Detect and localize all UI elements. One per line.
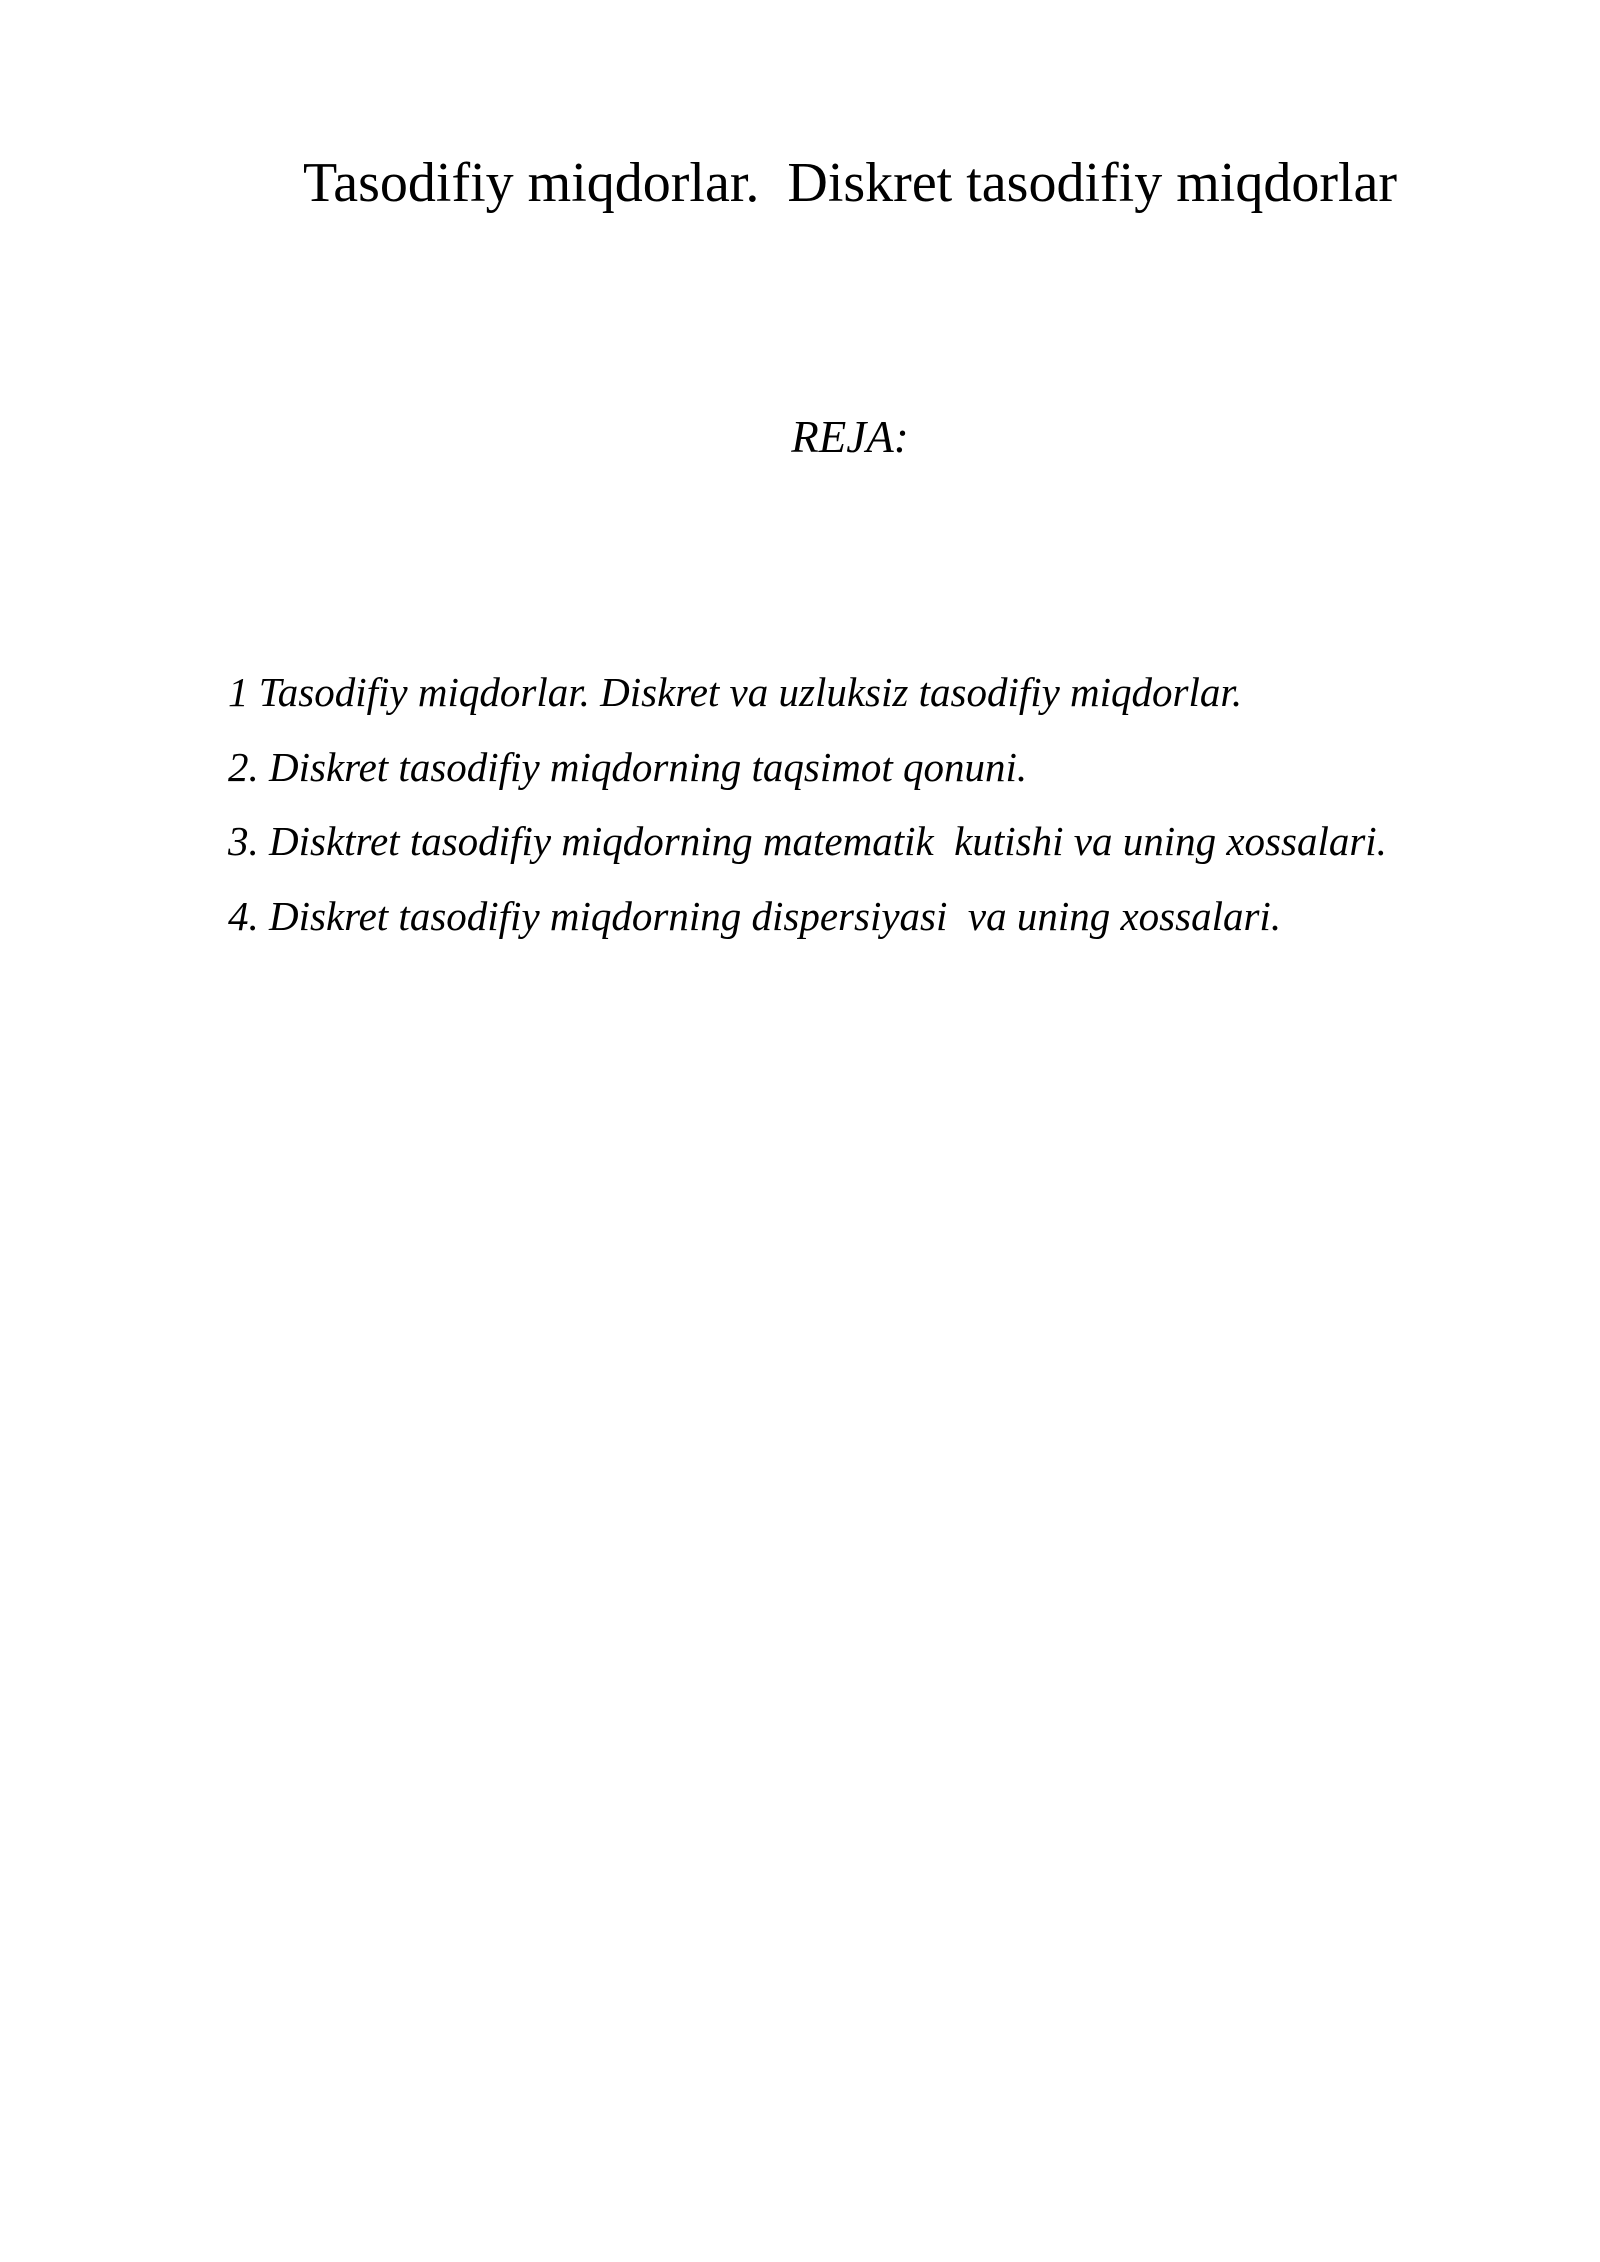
plan-list <box>228 655 1387 953</box>
plan-item-3: 3. Disktret tasodifiy miqdorning matematik kutishi va uning xossalari. <box>228 818 1387 864</box>
plan-item-2: 2. Diskret tasodifiy miqdorning taqsimot qonuni. <box>228 743 1028 790</box>
document-title: Tasodifiy miqdorlar. Diskret tasodifiy miqdorlar <box>302 152 1398 214</box>
plan-item-1: 1 Tasodifiy miqdorlar. Diskret va uzluksiz tasodifiy miqdorlar. <box>228 669 1243 715</box>
plan-heading: REJA: <box>791 412 909 462</box>
plan-item-4: 4. Diskret tasodifiy miqdorning dispersiyasi va uning xossalari. <box>228 892 1282 939</box>
